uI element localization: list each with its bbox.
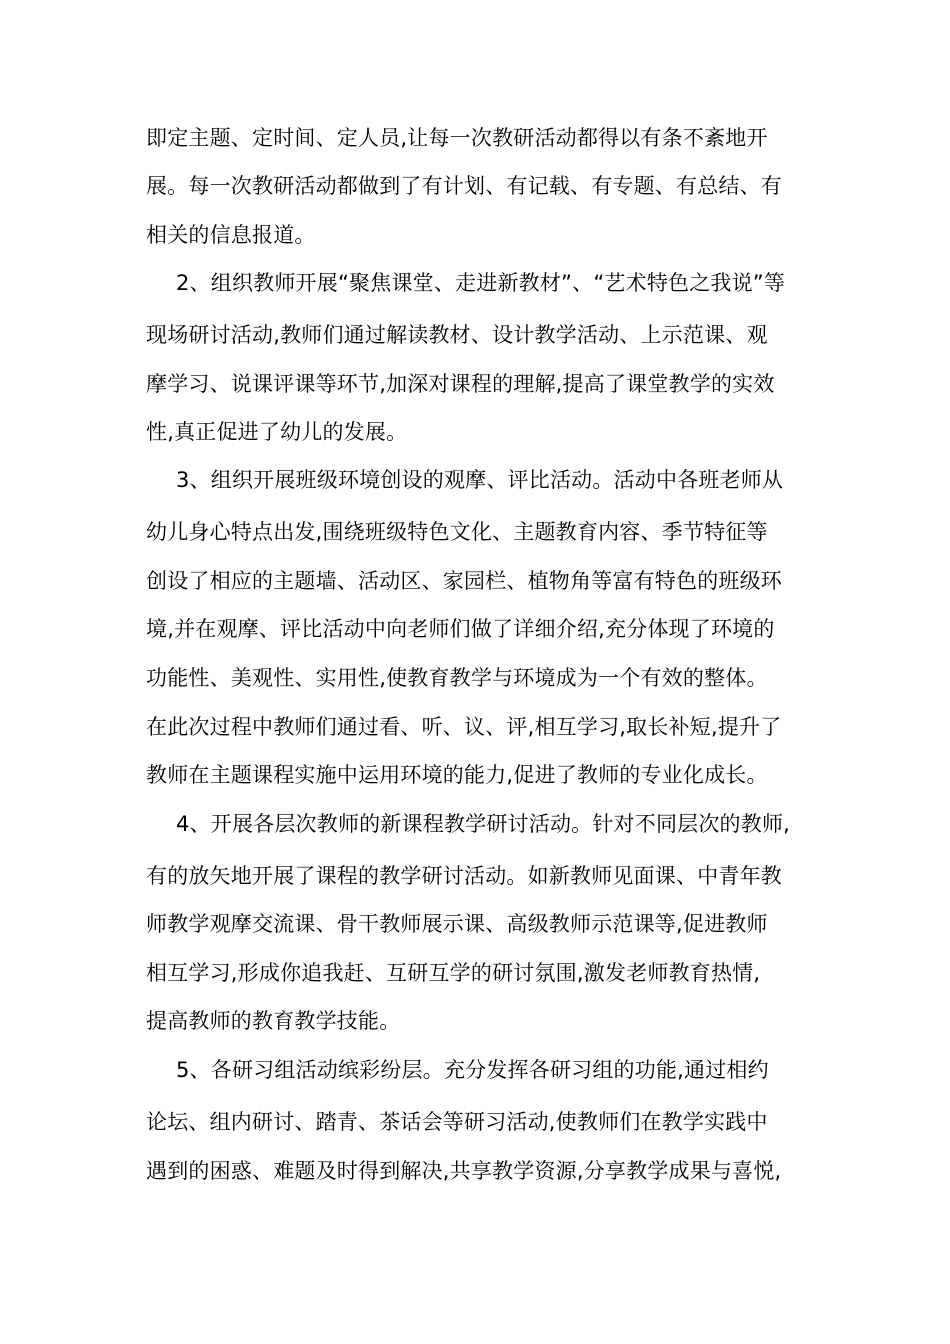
text-line: 有的放矢地开展了课程的教学研讨活动。如新教师见面课、中青年教 — [146, 864, 782, 888]
paragraph-3-first-line: 3、组织开展班级环境创设的观摩、评比活动。活动中各班老师从 — [176, 468, 784, 492]
text-line: 境,并在观摩、评比活动中向老师们做了详细介绍,充分体现了环境的 — [146, 617, 775, 641]
text-line: 遇到的困惑、难题及时得到解决,共享教学资源,分享教学成果与喜悦, — [146, 1159, 782, 1183]
text-line: 现场研讨活动,教师们通过解读教材、设计教学活动、上示范课、观 — [146, 323, 768, 347]
text-line: 教师在主题课程实施中运用环境的能力,促进了教师的专业化成长。 — [146, 763, 768, 787]
text-line: 功能性、美观性、实用性,使教育教学与环境成为一个有效的整体。 — [146, 666, 768, 690]
text-line: 性,真正促进了幼儿的发展。 — [146, 420, 408, 444]
text-line: 幼儿身心特点出发,围绕班级特色文化、主题教育内容、季节特征等 — [146, 520, 768, 544]
paragraph-5-first-line: 5、各研习组活动缤彩纷层。充分发挥各研习组的功能,通过相约 — [176, 1058, 769, 1082]
text-line: 即定主题、定时间、定人员,让每一次教研活动都得以有条不紊地开 — [146, 126, 768, 150]
text-line: 摩学习、说课评课等环节,加深对课程的理解,提高了课堂教学的实效 — [146, 372, 775, 396]
text-line: 相互学习,形成你追我赶、互研互学的研讨氛围,激发老师教育热情, — [146, 961, 761, 985]
text-line: 相关的信息报道。 — [146, 223, 316, 247]
text-line: 提高教师的教育教学技能。 — [146, 1009, 401, 1033]
paragraph-2-first-line: 2、组织教师开展“聚焦课堂、走进新教材”、“艺术特色之我说”等 — [176, 271, 786, 295]
text-line: 师教学观摩交流课、骨干教师展示课、高级教师示范课等,促进教师 — [146, 912, 768, 936]
text-line: 展。每一次教研活动都做到了有计划、有记载、有专题、有总结、有 — [146, 174, 782, 198]
paragraph-4-first-line: 4、开展各层次教师的新课程教学研讨活动。针对不同层次的教师, — [176, 812, 791, 836]
text-line: 论坛、组内研讨、踏青、茶话会等研习活动,使教师们在教学实践中 — [146, 1110, 768, 1134]
text-line: 在此次过程中教师们通过看、听、议、评,相互学习,取长补短,提升了 — [146, 715, 782, 739]
text-line: 创设了相应的主题墙、活动区、家园栏、植物角等富有特色的班级环 — [146, 569, 782, 593]
